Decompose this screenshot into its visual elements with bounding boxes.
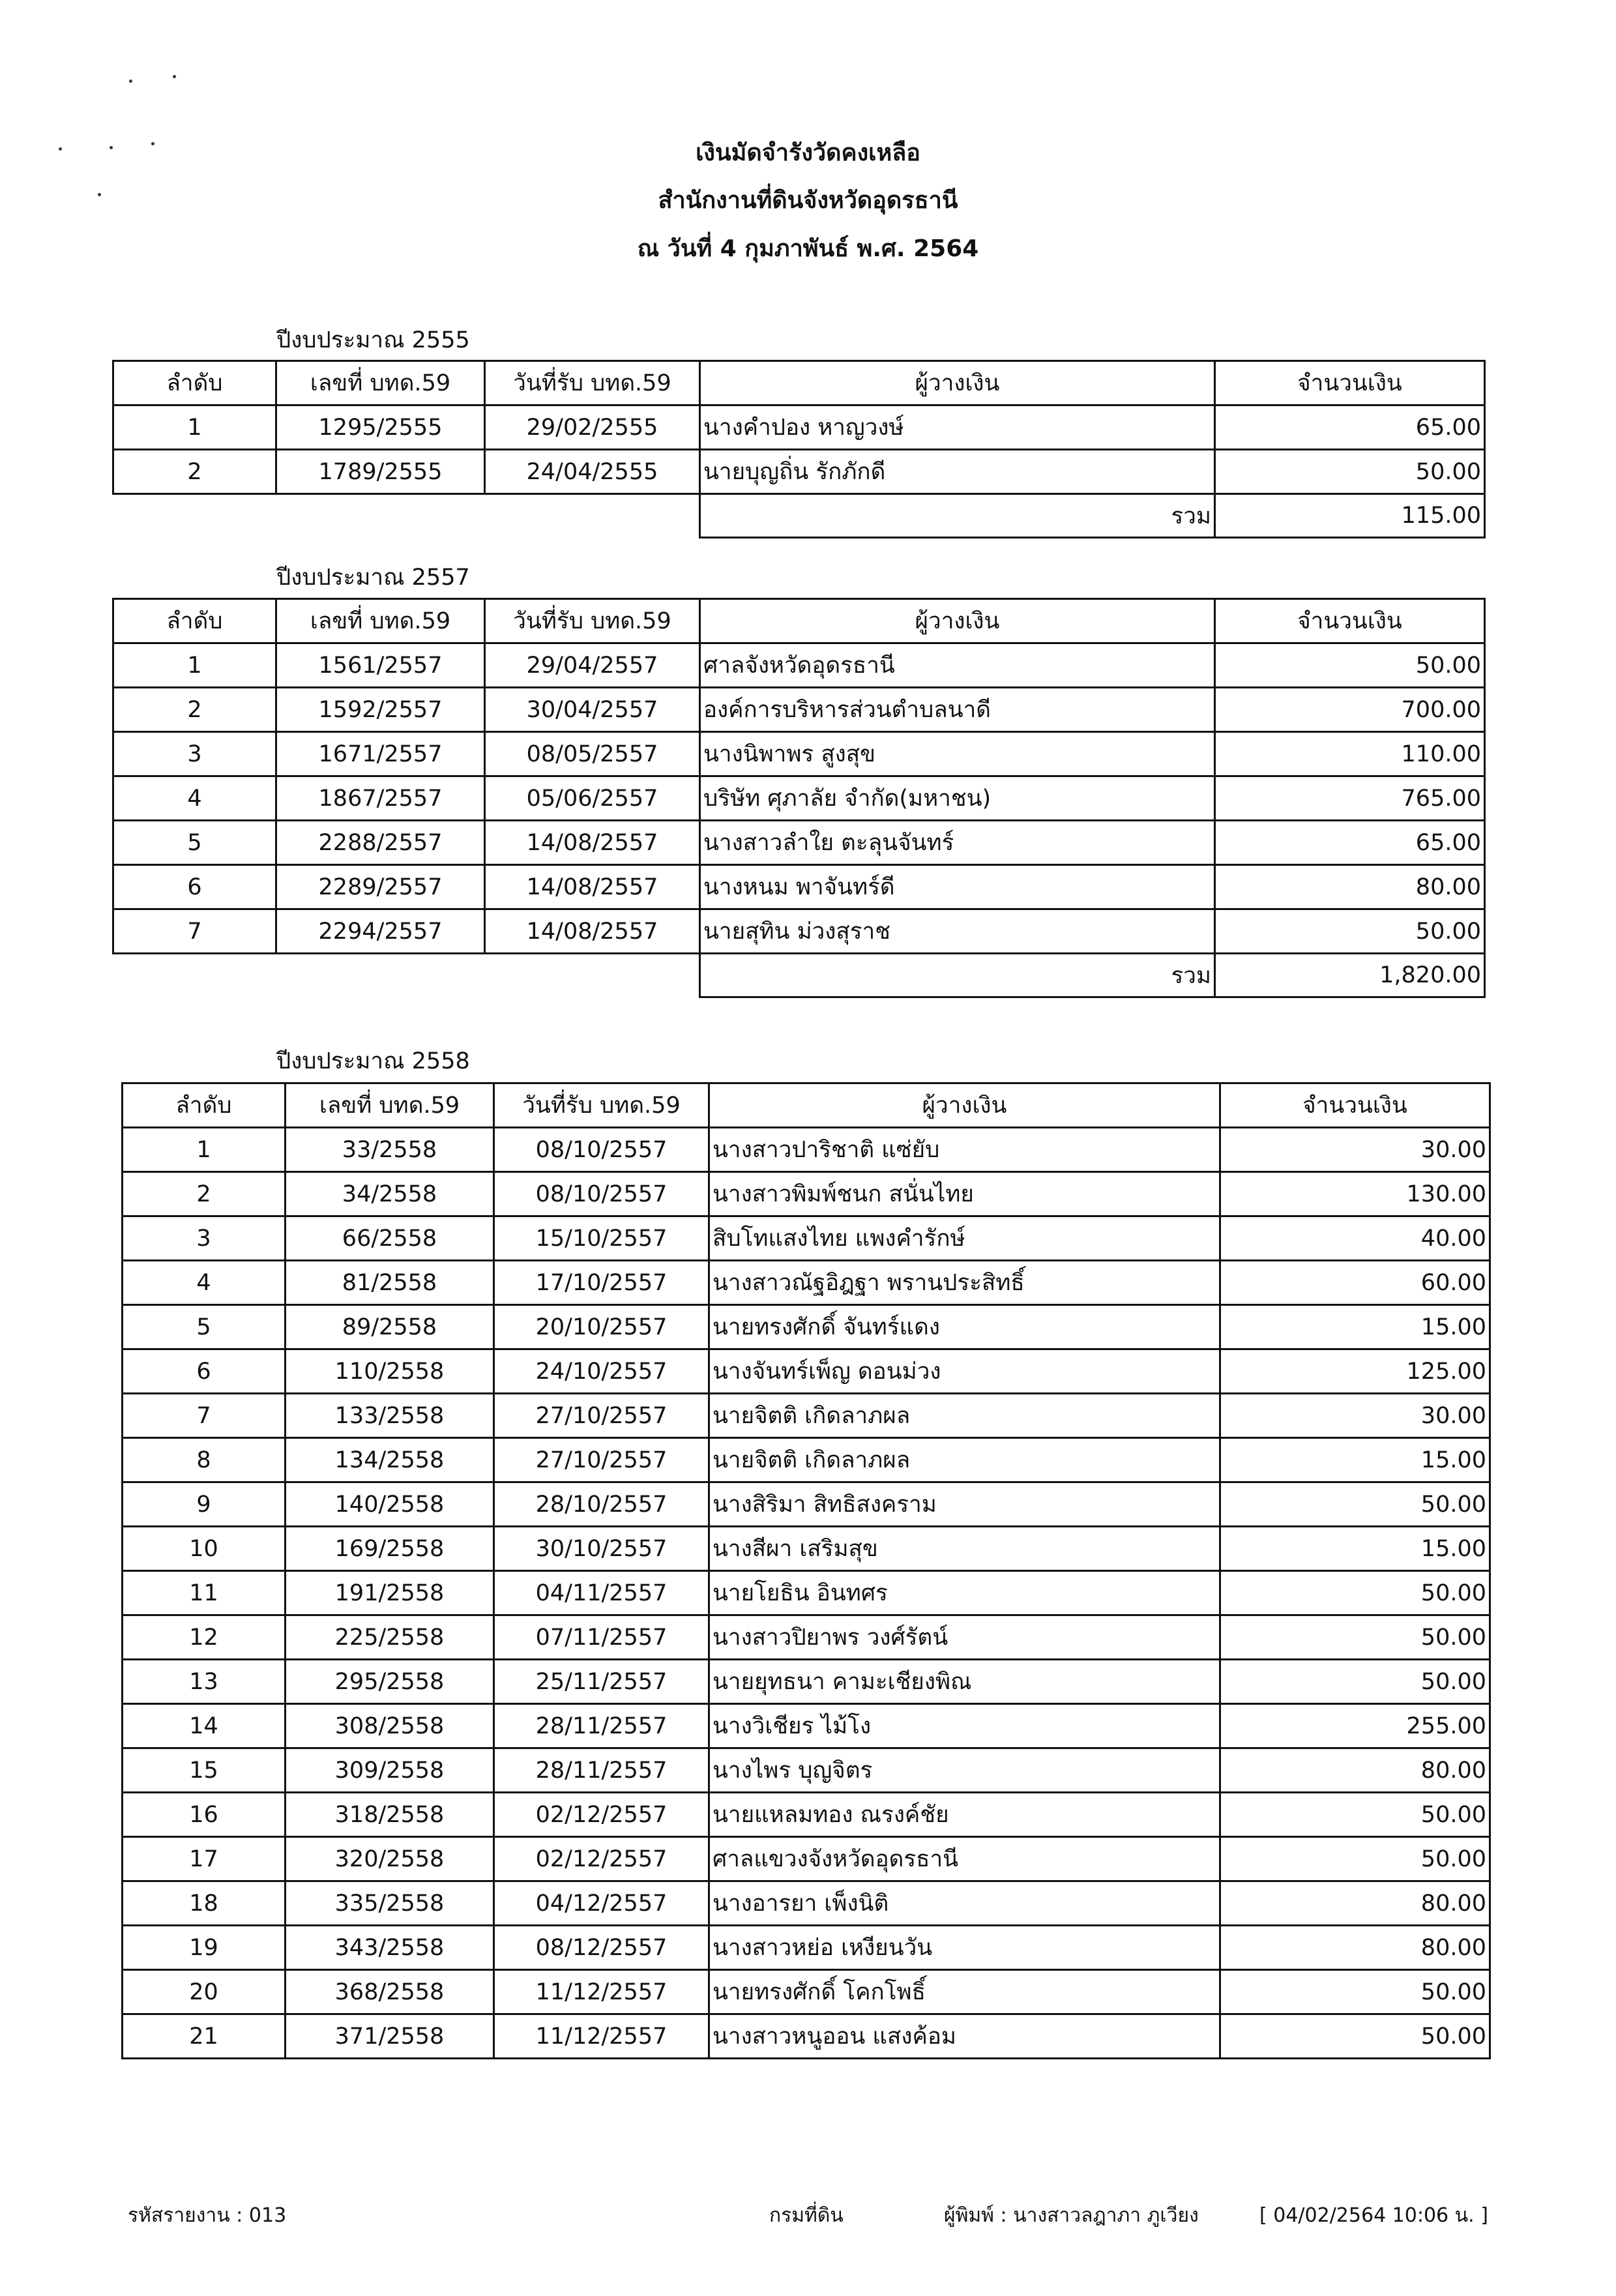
- cell-receipt-date: 15/10/2557: [494, 1216, 709, 1261]
- cell-amount: 50.00: [1220, 1793, 1490, 1837]
- table-row: [123, 1704, 1490, 1748]
- table-row: [123, 1881, 1490, 1926]
- table-row: [113, 821, 1485, 865]
- cell-depositor: นายจิตติ เกิดลาภผล: [709, 1394, 1220, 1438]
- cell-depositor: นางสาวปิยาพร วงศ์รัตน์: [709, 1615, 1220, 1660]
- cell-order: 8: [123, 1438, 286, 1482]
- cell-receipt-no: 34/2558: [286, 1172, 494, 1216]
- cell-receipt-date: 27/10/2557: [494, 1394, 709, 1438]
- cell-receipt-no: 1789/2555: [276, 450, 485, 494]
- table-row: [123, 1615, 1490, 1660]
- cell-receipt-no: 33/2558: [286, 1128, 494, 1172]
- cell-receipt-no: 309/2558: [286, 1748, 494, 1793]
- scan-speck: [173, 75, 176, 78]
- cell-receipt-no: 225/2558: [286, 1615, 494, 1660]
- cell-receipt-no: 371/2558: [286, 2014, 494, 2059]
- cell-receipt-date: 04/12/2557: [494, 1881, 709, 1926]
- cell-receipt-date: 30/10/2557: [494, 1527, 709, 1571]
- cell-order: 5: [113, 821, 276, 865]
- cell-receipt-date: 08/10/2557: [494, 1172, 709, 1216]
- cell-receipt-date: 14/08/2557: [485, 909, 700, 954]
- cell-order: 16: [123, 1793, 286, 1837]
- table-row: [123, 1482, 1490, 1527]
- cell-depositor: นายทรงศักดิ์ จันทร์แดง: [709, 1305, 1220, 1349]
- cell-order: 15: [123, 1748, 286, 1793]
- document-title: เงินมัดจำรังวัดคงเหลือ: [696, 140, 920, 166]
- cell-receipt-no: 1561/2557: [276, 643, 485, 688]
- col-receipt-no: เลขที่ บทด.59: [276, 361, 485, 405]
- cell-receipt-date: 14/08/2557: [485, 865, 700, 909]
- table-row: [123, 1660, 1490, 1704]
- cell-amount: 65.00: [1215, 821, 1485, 865]
- printed-at: [ 04/02/2564 10:06 น. ]: [1259, 2204, 1488, 2227]
- cell-depositor: นายบุญถิ่น รักภักดี: [700, 450, 1215, 494]
- table-row: [123, 1261, 1490, 1305]
- table-row: [123, 1305, 1490, 1349]
- cell-receipt-date: 05/06/2557: [485, 776, 700, 821]
- table-header-row: [113, 599, 1485, 643]
- cell-receipt-date: 27/10/2557: [494, 1438, 709, 1482]
- col-receipt-date: วันที่รับ บทด.59: [485, 361, 700, 405]
- cell-receipt-no: 318/2558: [286, 1793, 494, 1837]
- cell-receipt-no: 134/2558: [286, 1438, 494, 1482]
- table-row: [123, 2014, 1490, 2059]
- table-row: [123, 1748, 1490, 1793]
- cell-order: 13: [123, 1660, 286, 1704]
- total-amount: 115.00: [1215, 494, 1485, 538]
- cell-depositor: ศาลจังหวัดอุดรธานี: [700, 643, 1215, 688]
- col-depositor: ผู้วางเงิน: [700, 361, 1215, 405]
- cell-receipt-no: 343/2558: [286, 1926, 494, 1970]
- cell-order: 17: [123, 1837, 286, 1881]
- cell-receipt-date: 02/12/2557: [494, 1793, 709, 1837]
- cell-depositor: นายทรงศักดิ์ โคกโพธิ์: [709, 1970, 1220, 2014]
- table-row: [123, 1793, 1490, 1837]
- department-name: กรมที่ดิน: [769, 2204, 844, 2227]
- table-row: [123, 1349, 1490, 1394]
- total-row: [113, 494, 1485, 538]
- cell-receipt-no: 66/2558: [286, 1216, 494, 1261]
- cell-receipt-date: 17/10/2557: [494, 1261, 709, 1305]
- total-label: รวม: [700, 954, 1215, 997]
- table-header-row: [123, 1083, 1490, 1128]
- cell-receipt-date: 29/02/2555: [485, 405, 700, 450]
- cell-order: 4: [113, 776, 276, 821]
- cell-depositor: องค์การบริหารส่วนตำบลนาดี: [700, 688, 1215, 732]
- col-receipt-no: เลขที่ บทด.59: [286, 1083, 494, 1128]
- cell-depositor: นางนิพาพร สูงสุข: [700, 732, 1215, 776]
- cell-amount: 15.00: [1220, 1527, 1490, 1571]
- cell-receipt-no: 2288/2557: [276, 821, 485, 865]
- cell-depositor: นางสาวณัฐอิฎฐา พรานประสิทธิ์: [709, 1261, 1220, 1305]
- cell-amount: 110.00: [1215, 732, 1485, 776]
- cell-depositor: นางไพร บุญจิตร: [709, 1748, 1220, 1793]
- cell-order: 6: [123, 1349, 286, 1394]
- cell-order: 3: [123, 1216, 286, 1261]
- cell-amount: 255.00: [1220, 1704, 1490, 1748]
- cell-amount: 65.00: [1215, 405, 1485, 450]
- table-row: [113, 865, 1485, 909]
- section-label-2555: ปีงบประมาณ 2555: [276, 327, 470, 353]
- cell-receipt-date: 28/10/2557: [494, 1482, 709, 1527]
- cell-amount: 30.00: [1220, 1128, 1490, 1172]
- col-receipt-date: วันที่รับ บทด.59: [485, 599, 700, 643]
- col-receipt-no: เลขที่ บทด.59: [276, 599, 485, 643]
- table-row: [113, 776, 1485, 821]
- cell-receipt-no: 368/2558: [286, 1970, 494, 2014]
- cell-depositor: นายจิตติ เกิดลาภผล: [709, 1438, 1220, 1482]
- total-amount: 1,820.00: [1215, 954, 1485, 997]
- cell-depositor: นางสาวหย่อ เหงียนวัน: [709, 1926, 1220, 1970]
- report-code: รหัสรายงาน : 013: [128, 2204, 287, 2227]
- report-date: ณ วันที่ 4 กุมภาพันธ์ พ.ศ. 2564: [637, 235, 979, 262]
- cell-receipt-date: 04/11/2557: [494, 1571, 709, 1615]
- cell-order: 6: [113, 865, 276, 909]
- cell-receipt-no: 110/2558: [286, 1349, 494, 1394]
- cell-receipt-date: 28/11/2557: [494, 1704, 709, 1748]
- cell-receipt-no: 140/2558: [286, 1482, 494, 1527]
- cell-amount: 80.00: [1215, 865, 1485, 909]
- cell-order: 5: [123, 1305, 286, 1349]
- table-row: [113, 405, 1485, 450]
- cell-receipt-date: 25/11/2557: [494, 1660, 709, 1704]
- cell-amount: 765.00: [1215, 776, 1485, 821]
- office-name: สำนักงานที่ดินจังหวัดอุดรธานี: [658, 187, 958, 214]
- cell-receipt-no: 191/2558: [286, 1571, 494, 1615]
- col-order: ลำดับ: [113, 599, 276, 643]
- cell-receipt-date: 28/11/2557: [494, 1748, 709, 1793]
- cell-receipt-date: 11/12/2557: [494, 2014, 709, 2059]
- cell-depositor: นางวิเชียร ไม้โง: [709, 1704, 1220, 1748]
- table-row: [123, 1926, 1490, 1970]
- cell-order: 3: [113, 732, 276, 776]
- cell-amount: 30.00: [1220, 1394, 1490, 1438]
- cell-receipt-date: 14/08/2557: [485, 821, 700, 865]
- cell-depositor: นางคำปอง หาญวงษ์: [700, 405, 1215, 450]
- cell-amount: 125.00: [1220, 1349, 1490, 1394]
- cell-amount: 50.00: [1220, 1571, 1490, 1615]
- cell-receipt-date: 02/12/2557: [494, 1837, 709, 1881]
- cell-amount: 50.00: [1220, 1970, 1490, 2014]
- cell-receipt-no: 2289/2557: [276, 865, 485, 909]
- cell-depositor: นายโยธิน อินทศร: [709, 1571, 1220, 1615]
- cell-order: 18: [123, 1881, 286, 1926]
- cell-amount: 80.00: [1220, 1926, 1490, 1970]
- table-row: [123, 1970, 1490, 2014]
- cell-depositor: นางสีผา เสริมสุข: [709, 1527, 1220, 1571]
- cell-order: 1: [113, 643, 276, 688]
- table-row: [113, 688, 1485, 732]
- cell-order: 20: [123, 1970, 286, 2014]
- cell-receipt-no: 1592/2557: [276, 688, 485, 732]
- printed-by: ผู้พิมพ์ : นางสาวลฎาภา ภูเวียง: [944, 2204, 1199, 2227]
- table-row: [123, 1128, 1490, 1172]
- cell-amount: 50.00: [1220, 2014, 1490, 2059]
- cell-amount: 50.00: [1215, 909, 1485, 954]
- col-amount: จำนวนเงิน: [1215, 599, 1485, 643]
- cell-order: 2: [123, 1172, 286, 1216]
- cell-order: 11: [123, 1571, 286, 1615]
- cell-receipt-no: 89/2558: [286, 1305, 494, 1349]
- col-amount: จำนวนเงิน: [1215, 361, 1485, 405]
- table-row: [123, 1172, 1490, 1216]
- table-2557: [112, 598, 1486, 998]
- cell-depositor: นางสิริมา สิทธิสงคราม: [709, 1482, 1220, 1527]
- cell-depositor: นางสาวลำใย ตะลุนจันทร์: [700, 821, 1215, 865]
- cell-receipt-no: 133/2558: [286, 1394, 494, 1438]
- cell-receipt-no: 1671/2557: [276, 732, 485, 776]
- cell-depositor: นายยุทธนา คามะเชียงพิณ: [709, 1660, 1220, 1704]
- cell-order: 2: [113, 688, 276, 732]
- cell-order: 12: [123, 1615, 286, 1660]
- total-label: รวม: [700, 494, 1215, 538]
- cell-depositor: นางสาวหนูออน แสงค้อม: [709, 2014, 1220, 2059]
- table-row: [123, 1837, 1490, 1881]
- table-row: [123, 1394, 1490, 1438]
- cell-receipt-no: 308/2558: [286, 1704, 494, 1748]
- cell-receipt-no: 295/2558: [286, 1660, 494, 1704]
- table-row: [113, 732, 1485, 776]
- cell-order: 21: [123, 2014, 286, 2059]
- cell-amount: 60.00: [1220, 1261, 1490, 1305]
- section-label-2557: ปีงบประมาณ 2557: [276, 565, 470, 591]
- cell-order: 4: [123, 1261, 286, 1305]
- col-amount: จำนวนเงิน: [1220, 1083, 1490, 1128]
- cell-receipt-no: 320/2558: [286, 1837, 494, 1881]
- cell-receipt-date: 20/10/2557: [494, 1305, 709, 1349]
- cell-amount: 50.00: [1220, 1837, 1490, 1881]
- cell-amount: 50.00: [1220, 1660, 1490, 1704]
- cell-depositor: บริษัท ศุภาลัย จำกัด(มหาชน): [700, 776, 1215, 821]
- cell-amount: 50.00: [1215, 643, 1485, 688]
- cell-receipt-no: 169/2558: [286, 1527, 494, 1571]
- cell-receipt-date: 30/04/2557: [485, 688, 700, 732]
- cell-receipt-no: 1867/2557: [276, 776, 485, 821]
- cell-receipt-date: 08/05/2557: [485, 732, 700, 776]
- cell-depositor: ศาลแขวงจังหวัดอุดรธานี: [709, 1837, 1220, 1881]
- cell-depositor: นางอารยา เพ็งนิติ: [709, 1881, 1220, 1926]
- scan-speck: [129, 80, 132, 83]
- table-2558: [121, 1082, 1491, 2059]
- col-depositor: ผู้วางเงิน: [709, 1083, 1220, 1128]
- table-row: [123, 1571, 1490, 1615]
- total-row: [113, 954, 1485, 997]
- cell-order: 1: [123, 1128, 286, 1172]
- table-row: [123, 1216, 1490, 1261]
- cell-amount: 50.00: [1220, 1615, 1490, 1660]
- table-row: [123, 1527, 1490, 1571]
- cell-amount: 80.00: [1220, 1748, 1490, 1793]
- cell-amount: 130.00: [1220, 1172, 1490, 1216]
- cell-receipt-date: 11/12/2557: [494, 1970, 709, 2014]
- cell-order: 7: [123, 1394, 286, 1438]
- col-order: ลำดับ: [123, 1083, 286, 1128]
- cell-amount: 700.00: [1215, 688, 1485, 732]
- cell-receipt-date: 08/12/2557: [494, 1926, 709, 1970]
- col-receipt-date: วันที่รับ บทด.59: [494, 1083, 709, 1128]
- cell-receipt-date: 24/04/2555: [485, 450, 700, 494]
- table-row: [113, 909, 1485, 954]
- cell-receipt-no: 2294/2557: [276, 909, 485, 954]
- cell-order: 10: [123, 1527, 286, 1571]
- cell-order: 1: [113, 405, 276, 450]
- cell-order: 14: [123, 1704, 286, 1748]
- cell-depositor: นางหนม พาจันทร์ดี: [700, 865, 1215, 909]
- cell-order: 9: [123, 1482, 286, 1527]
- table-2555: [112, 360, 1486, 538]
- cell-amount: 40.00: [1220, 1216, 1490, 1261]
- cell-amount: 15.00: [1220, 1438, 1490, 1482]
- cell-receipt-date: 07/11/2557: [494, 1615, 709, 1660]
- cell-order: 2: [113, 450, 276, 494]
- table-row: [113, 450, 1485, 494]
- section-label-2558: ปีงบประมาณ 2558: [276, 1048, 470, 1074]
- cell-receipt-no: 335/2558: [286, 1881, 494, 1926]
- cell-depositor: สิบโทแสงไทย แพงคำรักษ์: [709, 1216, 1220, 1261]
- cell-amount: 80.00: [1220, 1881, 1490, 1926]
- cell-depositor: นางสาวพิมพ์ชนก สนั่นไทย: [709, 1172, 1220, 1216]
- cell-depositor: นายสุทิน ม่วงสุราช: [700, 909, 1215, 954]
- cell-amount: 50.00: [1220, 1482, 1490, 1527]
- col-order: ลำดับ: [113, 361, 276, 405]
- table-header-row: [113, 361, 1485, 405]
- cell-receipt-date: 08/10/2557: [494, 1128, 709, 1172]
- cell-receipt-date: 29/04/2557: [485, 643, 700, 688]
- cell-receipt-date: 24/10/2557: [494, 1349, 709, 1394]
- table-row: [113, 643, 1485, 688]
- cell-depositor: นางสาวปาริชาติ แซ่ยับ: [709, 1128, 1220, 1172]
- cell-depositor: นางจันทร์เพ็ญ ดอนม่วง: [709, 1349, 1220, 1394]
- cell-receipt-no: 1295/2555: [276, 405, 485, 450]
- cell-order: 7: [113, 909, 276, 954]
- cell-order: 19: [123, 1926, 286, 1970]
- cell-receipt-no: 81/2558: [286, 1261, 494, 1305]
- cell-depositor: นายแหลมทอง ณรงค์ชัย: [709, 1793, 1220, 1837]
- table-row: [123, 1438, 1490, 1482]
- col-depositor: ผู้วางเงิน: [700, 599, 1215, 643]
- cell-amount: 15.00: [1220, 1305, 1490, 1349]
- cell-amount: 50.00: [1215, 450, 1485, 494]
